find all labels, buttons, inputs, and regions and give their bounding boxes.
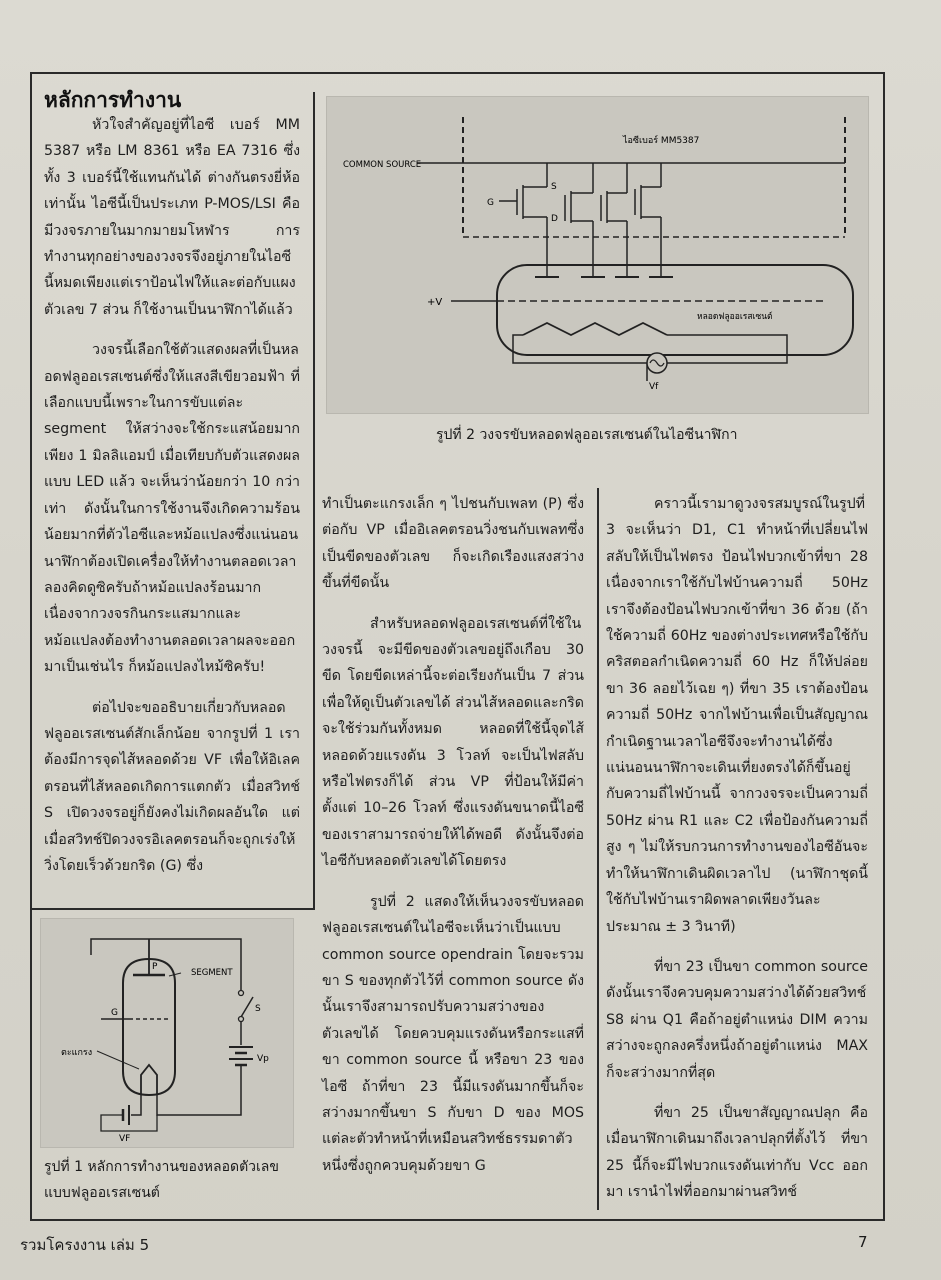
col3-paragraph-1: คราวนี้เรามาดูวงจรสมบูรณ์ในรูปที่ 3 จะเห็นว่า D1, C1 ทำหน้าที่เปลี่ยนไฟสลับให้เป็นไฟตรง ป้อนไฟบวกเข้าที่ขา 28 เนื่องจากเราใช้กับไฟบ้านความถี่ 50Hz เราจึงต้องป้อนไฟบวกเข้าที่ขา 36 ด้วย (ถ้าใช้ความถี่ 60Hz ของต่างประเทศหรือใช้กับคริสตอลกำเนิดความถี่ 60 Hz ก็ให้ปล่อยขา 36 ลอยไว้เฉย ๆ) ที่ขา 35 เราต้องป้อนความถี่ 50Hz จากไฟบ้านเพื่อเป็นสัญญาณกำเนิดฐานเวลาไอซีจึงจะทำงานได้ซึ่งแน่นอนนาฬิกาจะเดินเที่ยงตรงได้ก็ขึ้นอยู่กับความถี่ไฟบ้านนี้ จากวงจรจะเป็นความถี่ 50Hz ผ่าน R1 และ C2 เพื่อป้องกันความถี่สูง ๆ ไม่ให้รบกวนการทำงานของไอซีอันจะทำให้นาฬิกาเดินผิดเวลาไป (นาฬิกาชุดนี้ใช้กับไฟบ้านเราผิดพลาดเพียงวันละประมาณ ± 3 วินาที)	[606, 496, 868, 935]
filament-wire	[131, 1095, 141, 1115]
column-1	[44, 112, 300, 879]
figure-2-diagram	[327, 97, 868, 413]
col2-paragraph-2: สำหรับหลอดฟลูออเรสเซนต์ที่ใช้ในวงจรนี้ จะมีขีดของตัวเลขอยู่ถึงเกือบ 30 ขีด โดยขีดเหล่านี้จะต่อเรียงกันเป็น 7 ส่วน เพื่อให้ดูเป็นตัวเลขได้ ส่วนไส้หลอดและกริดจะใช้ร่วมกันทั้งหมด หลอดที่ใช้นี้จุดไส้หลอดด้วยแรงดัน 3 โวลท์ จะเป็นไฟสลับหรือไฟตรงก็ได้ ส่วน VP ที่ป้อนให้มีค่าตั้งแต่ 10–26 โวลท์ ซึ่งแรงดันขนาดนี้ไอซีของเราสามารถจ่ายให้ได้พอดี ดังนั้นจึงต่อไอซีกับหลอดตัวเลขได้โดยตรง	[322, 615, 584, 870]
label-g: G	[111, 1008, 118, 1018]
label-d2: D	[551, 214, 558, 224]
col1-paragraph-3: ต่อไปจะขออธิบายเกี่ยวกับหลอดฟลูออเรสเซนต์สักเล็กน้อย จากรูปที่ 1 เราต้องมีการจุดไส้หลอดด้วย VF เพื่อให้อิเลคตรอนที่ไส้หลอดเกิดการแตกตัว เมื่อสวิทช์ S เปิดวงจรอยู่ก็ยังคงไม่เกิดผลอันใด แต่เมื่อสวิทช์ปิดวงจรอิเลคตรอนก็จะถูกเร่งให้วิ่งโดยเร็วด้วยกริด (G) ซึ่ง	[44, 699, 300, 874]
label-s2: S	[551, 182, 557, 192]
label-grid: ตะแกรง	[61, 1048, 93, 1058]
switch-contact-top	[239, 991, 244, 996]
col2-paragraph-1: ทำเป็นตะแกรงเล็ก ๆ ไปชนกับเพลท (P) ซึ่งต่อกับ VP เมื่ออิเลคตรอนวิ่งชนกับเพลทซึ่งเป็นขีดของตัวเลข ก็จะเกิดเรืองแสงสว่างขึ้นที่ขีดนั้น	[322, 496, 584, 592]
col1-paragraph-1: หัวใจสำคัญอยู่ที่ไอซี เบอร์ MM 5387 หรือ LM 8361 หรือ EA 7316 ซึ่งทั้ง 3 เบอร์นี้ใช้แทนกันได้ ต่างกันตรงยี่ห้อเท่านั้น ไอซีนี้เป็นประเภท P-MOS/LSI คือมีวงจรภายในมากมายมโหฬาร การทำงานทุกอย่างของวงจรจึงอยู่ภายในไอซีนี้หมดเพียงแต่เราป้อนไฟให้และต่อกับแผงตัวเลข 7 ส่วน ก็ใช้งานเป็นนาฬิกาได้แล้ว	[44, 117, 300, 318]
label-p: P	[152, 962, 158, 972]
page-number: 7	[858, 1233, 868, 1251]
figure-1-box	[40, 918, 294, 1148]
label-plus-v: +V	[427, 297, 443, 308]
divider-fig1-top	[32, 908, 314, 910]
col3-paragraph-3: ที่ขา 25 เป็นขาสัญญาณปลุก คือเมื่อนาฬิกาเดินมาถึงเวลาปลุกที่ตั้งไว้ ที่ขา 25 นี้ก็จะมีไฟบวกแรงดันเท่ากับ Vcc ออกมา เรานำไฟที่ออกมาผ่านสวิทช์	[606, 1104, 868, 1201]
label-tube: หลอดฟลูออเรสเซนต์	[697, 312, 773, 322]
switch-blade	[241, 997, 253, 1017]
top-wire	[149, 939, 241, 991]
plate-wire	[91, 939, 149, 955]
divider-col1	[313, 92, 315, 910]
figure-2-caption: รูปที่ 2 วงจรขับหลอดฟลูออเรสเซนต์ในไอซีนาฬิกา	[436, 427, 738, 443]
label-segment: SEGMENT	[191, 968, 233, 978]
label-ic: ไอซีเบอร์ MM5387	[623, 136, 700, 146]
label-g2: G	[487, 198, 494, 208]
mosfet-3	[601, 163, 627, 277]
grid-pointer	[97, 1051, 139, 1069]
mosfet-4	[635, 163, 661, 277]
column-2	[322, 491, 584, 1179]
filament	[141, 1065, 157, 1095]
section-heading: หลักการทำงาน	[44, 88, 182, 112]
mosfet-1	[499, 163, 547, 277]
battery-return	[157, 1065, 241, 1115]
tube-filament	[523, 323, 667, 335]
switch-contact-bottom	[239, 1017, 244, 1022]
column-3	[606, 491, 868, 1206]
footer-book-title: รวมโครงงาน เล่ม 5	[20, 1236, 150, 1254]
figure-1-caption: รูปที่ 1 หลักการทำงานของหลอดตัวเลขแบบฟลูออเรสเซนต์	[44, 1159, 279, 1201]
tube-envelope	[123, 959, 175, 1095]
figure-2-box	[326, 96, 869, 414]
label-common-source: COMMON SOURCE	[343, 160, 422, 170]
figure-1-diagram	[41, 919, 293, 1147]
label-vp: Vp	[257, 1054, 269, 1064]
filament-supply	[513, 335, 647, 381]
label-vf: VF	[119, 1134, 131, 1144]
tube-body	[497, 265, 853, 355]
mosfet-2	[565, 163, 593, 277]
label-vf2: Vf	[649, 382, 659, 392]
divider-col3	[597, 488, 599, 1210]
col2-paragraph-3: รูปที่ 2 แสดงให้เห็นวงจรขับหลอดฟลูออเรสเซนต์ในไอซีจะเห็นว่าเป็นแบบ common source opendrain โดยจะรวมขา S ของทุกตัวไว้ที่ common source ดังนั้นเราจึงสามารถปรับความสว่างของตัวเลขได้ โดยควบคุมแรงดันหรือกระแสที่ขา common source นี้ หรือขา 23 ของไอซี ถ้าที่ขา 23 นี้มีแรงดันมากขึ้นก็จะสว่างมากขึ้นขา S กับขา D ของ MOS แต่ละตัวทำหน้าที่เหมือนสวิทช์ธรรมดาตัวหนึ่งซึ่งถูกควบคุมด้วยขา G	[322, 893, 584, 1174]
col1-paragraph-2: วงจรนี้เลือกใช้ตัวแสดงผลที่เป็นหลอดฟลูออเรสเซนต์ซึ่งให้แสงสีเขียวอมฟ้า ที่เลือกแบบนี้เพราะในการขับแต่ละ segment ให้สว่างจะใช้กระแสน้อยมากเพียง 1 มิลลิแอมป์ เมื่อเทียบกับตัวแสดงผลแบบ LED แล้ว จะเห็นว่าน้อยกว่า 10 กว่าเท่า ดังนั้นในการใช้งานจึงเกิดความร้อนน้อยมากที่ตัวไอซีและหม้อแปลงซึ่งแน่นอนนาฬิกาต้องเปิดเครื่องให้ทำงานตลอดเวลา ลองคิดดูซิครับถ้าหม้อแปลงร้อนมากเนื่องจากวงจรกินกระแสมากและหม้อแปลงต้องทำงานตลอดเวลาผลจะออกมาเป็นเช่นไร ก็หม้อแปลงไหม้ซิครับ!	[44, 342, 300, 676]
label-s: S	[255, 1004, 261, 1014]
filament-return	[667, 335, 787, 363]
col3-paragraph-2: ที่ขา 23 เป็นขา common source ดังนั้นเราจึงควบคุมความสว่างได้ด้วยสวิทช์ S8 ผ่าน Q1 คือถ้าอยู่ตำแหน่ง DIM ความสว่างจะถูกลงครึ่งหนึ่งถ้าอยู่ตำแหน่ง MAX ก็จะสว่างมากที่สุด	[606, 958, 868, 1081]
